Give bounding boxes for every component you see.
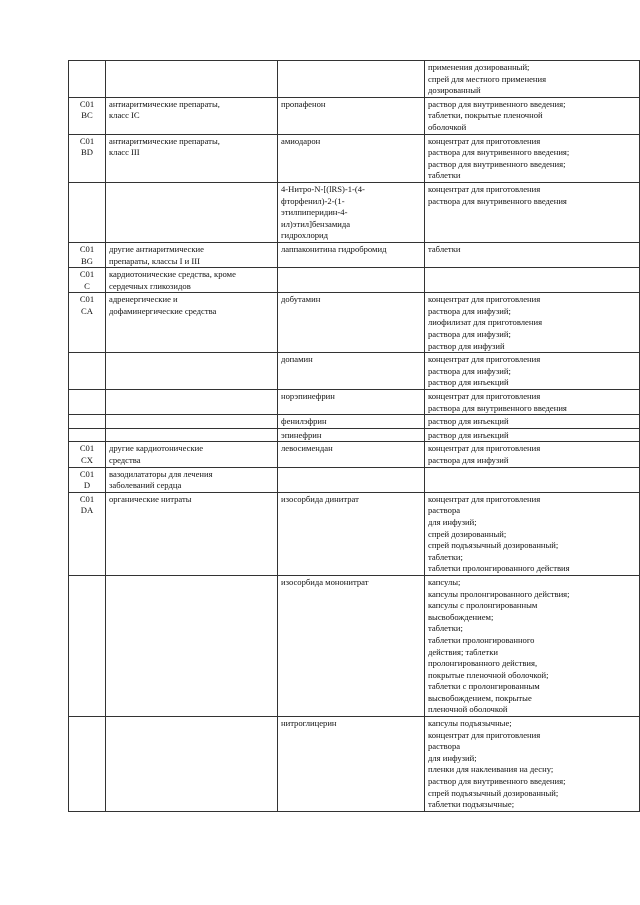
drug-name-cell: амиодарон: [278, 134, 425, 182]
table-row: [69, 293, 640, 353]
drug-name-cell: изосорбида мононитрат: [278, 575, 425, 716]
pharm-group-cell: [106, 428, 278, 442]
dosage-forms-cell: раствор для внутривенного введения; таблетки, покрытые пленочной оболочкой: [425, 97, 640, 134]
dosage-forms-cell: концентрат для приготовления раствора для инфузий: [425, 442, 640, 467]
pharm-group-cell: другие антиаритмические препараты, классы I и III: [106, 242, 278, 267]
table-row: [69, 390, 640, 415]
pharm-group-cell: [106, 61, 278, 98]
atc-code-cell: [69, 428, 106, 442]
drug-name-cell: эпинефрин: [278, 428, 425, 442]
drug-name-cell: нитроглицерин: [278, 717, 425, 812]
table-row: [69, 242, 640, 267]
pharm-group-cell: [106, 390, 278, 415]
atc-code-cell: [69, 717, 106, 812]
drug-name-cell: [278, 268, 425, 293]
table-row: [69, 415, 640, 429]
pharm-group-cell: [106, 182, 278, 242]
drug-name-cell: лаппаконитина гидробромид: [278, 242, 425, 267]
table-row: [69, 717, 640, 812]
table-row: [69, 182, 640, 242]
drug-name-cell: [278, 467, 425, 492]
table-row: [69, 134, 640, 182]
drug-classification-table: [68, 60, 640, 812]
table-row: [69, 492, 640, 575]
table-row: [69, 97, 640, 134]
dosage-forms-cell: применения дозированный; спрей для местного применения дозированный: [425, 61, 640, 98]
table-body: [69, 61, 640, 812]
atc-code-cell: [69, 415, 106, 429]
table-row: [69, 428, 640, 442]
dosage-forms-cell: раствор для инъекций: [425, 428, 640, 442]
pharm-group-cell: вазодилататоры для лечения заболеваний сердца: [106, 467, 278, 492]
atc-code-cell: C01 C: [69, 268, 106, 293]
atc-code-cell: [69, 390, 106, 415]
atc-code-cell: C01 CX: [69, 442, 106, 467]
pharm-group-cell: кардиотонические средства, кроме сердечных гликозидов: [106, 268, 278, 293]
atc-code-cell: [69, 182, 106, 242]
dosage-forms-cell: [425, 467, 640, 492]
table-row: [69, 268, 640, 293]
atc-code-cell: [69, 575, 106, 716]
atc-code-cell: C01 BC: [69, 97, 106, 134]
atc-code-cell: C01 BD: [69, 134, 106, 182]
table-row: [69, 467, 640, 492]
atc-code-cell: C01 D: [69, 467, 106, 492]
dosage-forms-cell: [425, 268, 640, 293]
dosage-forms-cell: концентрат для приготовления раствора для инфузий; лиофилизат для приготовления раствора для инфузий; раствор для инфузий: [425, 293, 640, 353]
drug-name-cell: пропафенон: [278, 97, 425, 134]
dosage-forms-cell: капсулы; капсулы пролонгированного действия; капсулы с пролонгированным высвобождением; таблетки; таблетки пролонгированного действия; таблетки пролонгированного действия, покрытые пленочной оболочкой; таблетки с пролонгированным высвобождением, покрытые пленочной оболочкой: [425, 575, 640, 716]
dosage-forms-cell: концентрат для приготовления раствора для внутривенного введения; раствор для внутривенного введения; таблетки: [425, 134, 640, 182]
atc-code-cell: C01 BG: [69, 242, 106, 267]
dosage-forms-cell: концентрат для приготовления раствора для внутривенного введения: [425, 390, 640, 415]
drug-name-cell: фенилэфрин: [278, 415, 425, 429]
pharm-group-cell: [106, 353, 278, 390]
pharm-group-cell: [106, 717, 278, 812]
pharm-group-cell: [106, 415, 278, 429]
atc-code-cell: C01 DA: [69, 492, 106, 575]
atc-code-cell: [69, 353, 106, 390]
table-row: [69, 442, 640, 467]
drug-name-cell: изосорбида динитрат: [278, 492, 425, 575]
pharm-group-cell: антиаритмические препараты, класс III: [106, 134, 278, 182]
drug-name-cell: левосимендан: [278, 442, 425, 467]
pharm-group-cell: [106, 575, 278, 716]
atc-code-cell: [69, 61, 106, 98]
drug-name-cell: допамин: [278, 353, 425, 390]
drug-name-cell: норэпинефрин: [278, 390, 425, 415]
pharm-group-cell: антиаритмические препараты, класс IC: [106, 97, 278, 134]
pharm-group-cell: органические нитраты: [106, 492, 278, 575]
dosage-forms-cell: капсулы подъязычные; концентрат для приготовления раствора для инфузий; пленки для наклеивания на десну; раствор для внутривенного введения; спрей подъязычный дозированный; таблетки подъязычные;: [425, 717, 640, 812]
drug-name-cell: 4-Нитро-N-[(lRS)-1-(4- фторфенил)-2-(1- этилпиперидин-4- ил)этил]бензамида гидрохлорид: [278, 182, 425, 242]
dosage-forms-cell: концентрат для приготовления раствора для внутривенного введения: [425, 182, 640, 242]
drug-name-cell: [278, 61, 425, 98]
table-row: [69, 575, 640, 716]
pharm-group-cell: адренергические и дофаминергические средства: [106, 293, 278, 353]
dosage-forms-cell: концентрат для приготовления раствора для инфузий; спрей дозированный; спрей подъязычный дозированный; таблетки; таблетки пролонгированного действия: [425, 492, 640, 575]
dosage-forms-cell: раствор для инъекций: [425, 415, 640, 429]
table-row: [69, 353, 640, 390]
atc-code-cell: C01 CA: [69, 293, 106, 353]
dosage-forms-cell: таблетки: [425, 242, 640, 267]
table-row: [69, 61, 640, 98]
dosage-forms-cell: концентрат для приготовления раствора для инфузий; раствор для инъекций: [425, 353, 640, 390]
pharm-group-cell: другие кардиотонические средства: [106, 442, 278, 467]
drug-name-cell: добутамин: [278, 293, 425, 353]
